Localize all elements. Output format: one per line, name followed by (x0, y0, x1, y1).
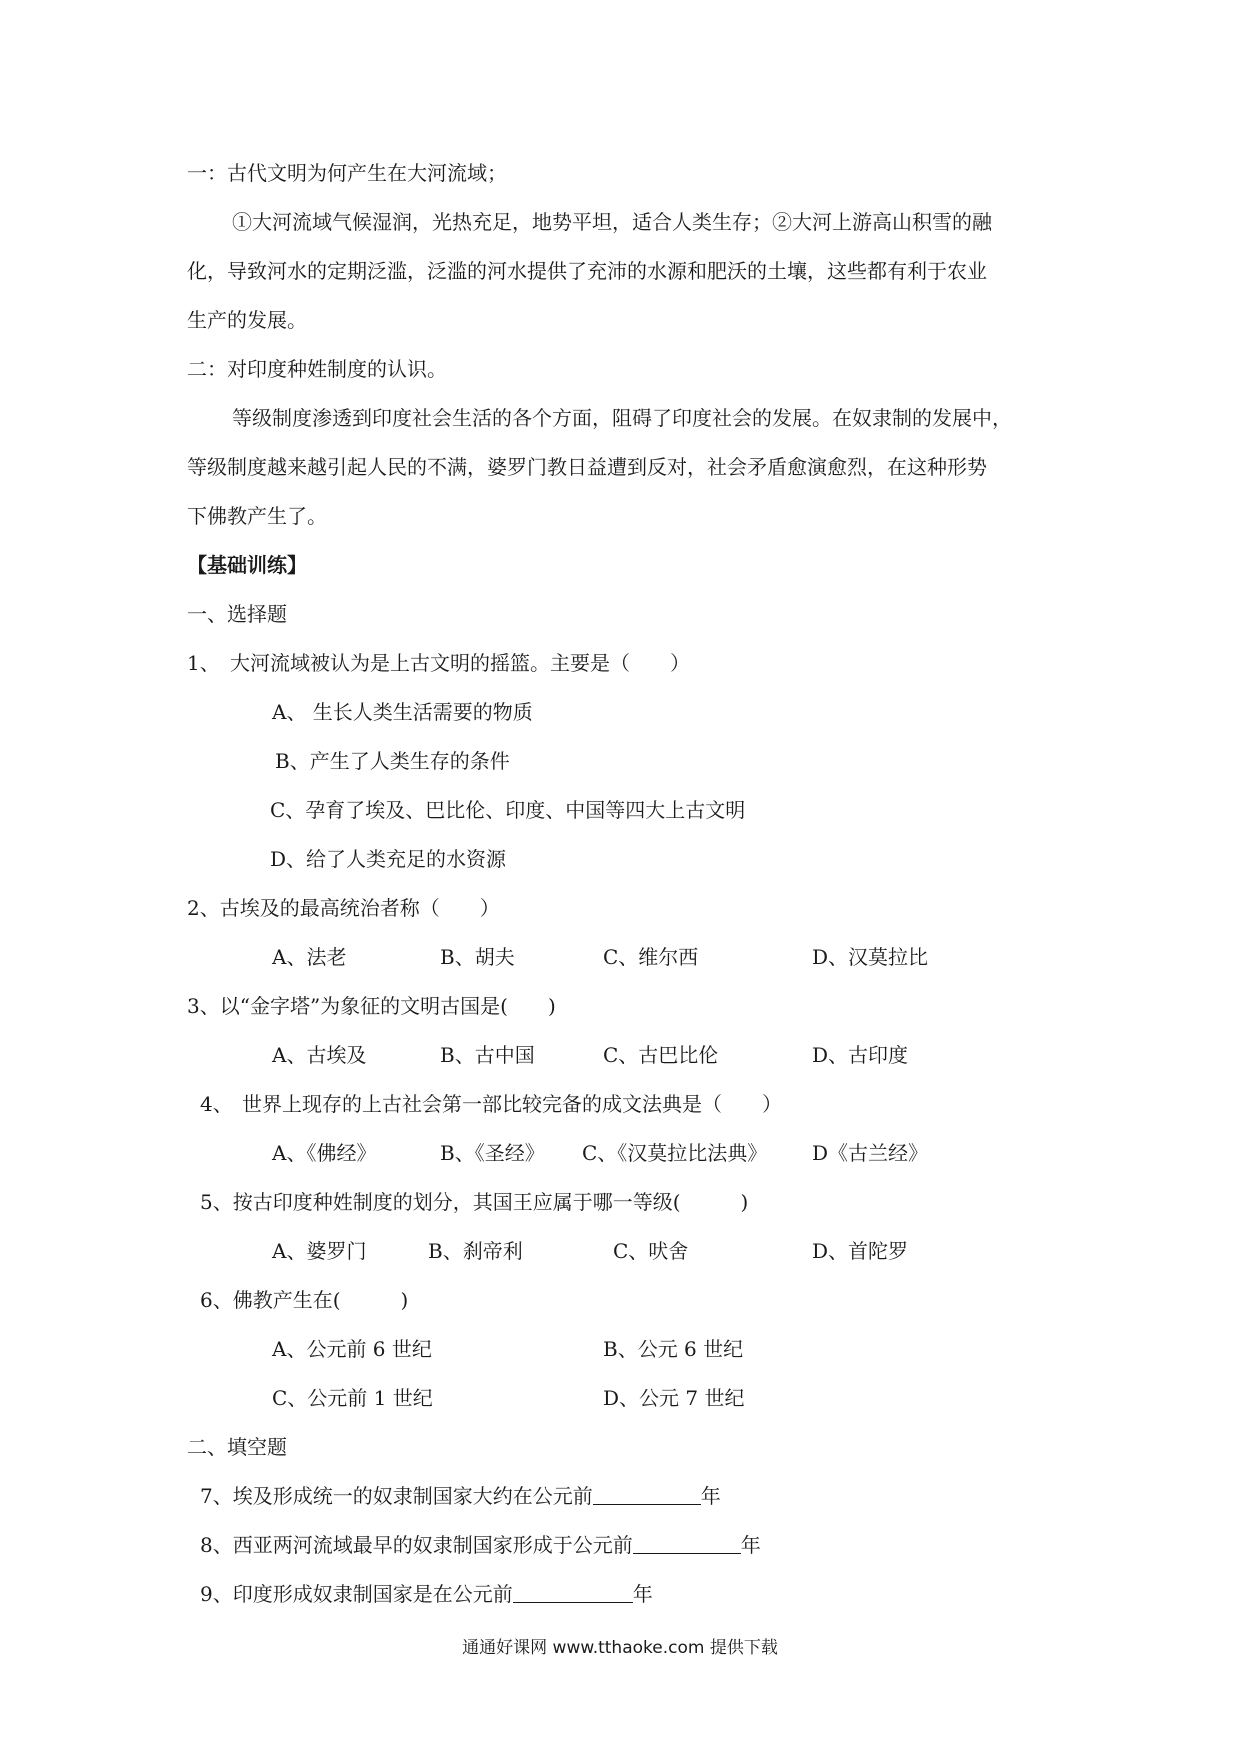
section1-para-line-3: 生产的发展。 (187, 308, 307, 332)
q5-stem: 5、按古印度种姓制度的划分，其国王应属于哪一等级( ) (200, 1190, 749, 1214)
section2-para-line-1: 等级制度渗透到印度社会生活的各个方面，阻碍了印度社会的发展。在奴隶制的发展中， (232, 406, 1012, 430)
page-footer: 通通好课网 www.tthaoke.com 提供下载 (462, 1638, 778, 1658)
q2-option-d: D、汉莫拉比 (812, 945, 929, 969)
q9-prefix: 9、印度形成奴隶制国家是在公元前 (200, 1582, 513, 1606)
q2-option-b: B、胡夫 (440, 945, 515, 969)
q1-number: 1、 (187, 651, 220, 675)
section2-heading: 二：对印度种姓制度的认识。 (187, 357, 447, 381)
q1-stem: 大河流域被认为是上古文明的摇篮。主要是（ ） (230, 651, 690, 675)
q2-option-a: A、法老 (272, 945, 347, 969)
q9-suffix: 年 (632, 1582, 653, 1606)
q7-line (200, 1483, 721, 1509)
q9-line (200, 1581, 653, 1607)
q7-prefix: 7、埃及形成统一的奴隶制国家大约在公元前 (200, 1484, 593, 1508)
q8-prefix: 8、西亚两河流域最早的奴隶制国家形成于公元前 (200, 1533, 633, 1557)
section1-para-line-2: 化，导致河水的定期泛滥，泛滥的河水提供了充沛的水源和肥沃的土壤，这些都有利于农业 (187, 259, 987, 283)
q5-option-b: B、刹帝利 (428, 1239, 523, 1263)
q7-suffix: 年 (700, 1484, 721, 1508)
section1-para-line-1: ①大河流域气候湿润，光热充足，地势平坦，适合人类生存；②大河上游高山积雪的融 (232, 210, 992, 234)
q8-line (200, 1532, 761, 1558)
q1-option-b: B、产生了人类生存的条件 (275, 749, 510, 773)
q5-option-d: D、首陀罗 (812, 1239, 909, 1263)
q1-option-a: A、 生长人类生活需要的物质 (272, 700, 533, 724)
q1-option-c: C、孕育了埃及、巴比伦、印度、中国等四大上古文明 (270, 798, 746, 822)
section2-para-line-2: 等级制度越来越引起人民的不满，婆罗门教日益遭到反对，社会矛盾愈演愈烈，在这种形势 (187, 455, 987, 479)
q4-option-b: B、《圣经》 (440, 1141, 545, 1165)
q5-option-a: A、婆罗门 (272, 1239, 367, 1263)
choice-title: 一、选择题 (187, 602, 287, 626)
q4-option-c: C、《汉莫拉比法典》 (582, 1141, 768, 1165)
q4-option-a: A、《佛经》 (272, 1141, 377, 1165)
q4-stem: 世界上现存的上古社会第一部比较完备的成文法典是（ ） (242, 1092, 782, 1116)
q5-option-c: C、吠舍 (613, 1239, 689, 1263)
q6-option-d: D、公元 7 世纪 (603, 1386, 745, 1410)
q2-option-c: C、维尔西 (603, 945, 699, 969)
training-title: 【基础训练】 (187, 553, 307, 577)
q3-option-b: B、古中国 (440, 1043, 535, 1067)
q6-option-a: A、公元前 6 世纪 (272, 1337, 432, 1361)
q4-number: 4、 (200, 1092, 233, 1116)
q8-suffix: 年 (740, 1533, 761, 1557)
q7-blank[interactable] (593, 1484, 701, 1505)
q3-option-d: D、古印度 (812, 1043, 909, 1067)
q3-stem: 3、以“金字塔”为象征的文明古国是( ) (187, 994, 556, 1018)
q3-option-a: A、古埃及 (272, 1043, 367, 1067)
q1-option-d: D、给了人类充足的水资源 (270, 847, 507, 871)
q3-option-c: C、古巴比伦 (603, 1043, 719, 1067)
section2-para-line-3: 下佛教产生了。 (187, 504, 327, 528)
q2-stem: 2、古埃及的最高统治者称（ ） (187, 896, 500, 920)
q6-option-b: B、公元 6 世纪 (603, 1337, 744, 1361)
fill-title: 二、填空题 (187, 1435, 287, 1459)
q9-blank[interactable] (513, 1582, 633, 1603)
q4-option-d: D《古兰经》 (812, 1141, 929, 1165)
q6-stem: 6、佛教产生在( ) (200, 1288, 409, 1312)
q8-blank[interactable] (633, 1533, 741, 1554)
section1-heading: 一：古代文明为何产生在大河流域； (187, 161, 507, 185)
q6-option-c: C、公元前 1 世纪 (272, 1386, 433, 1410)
